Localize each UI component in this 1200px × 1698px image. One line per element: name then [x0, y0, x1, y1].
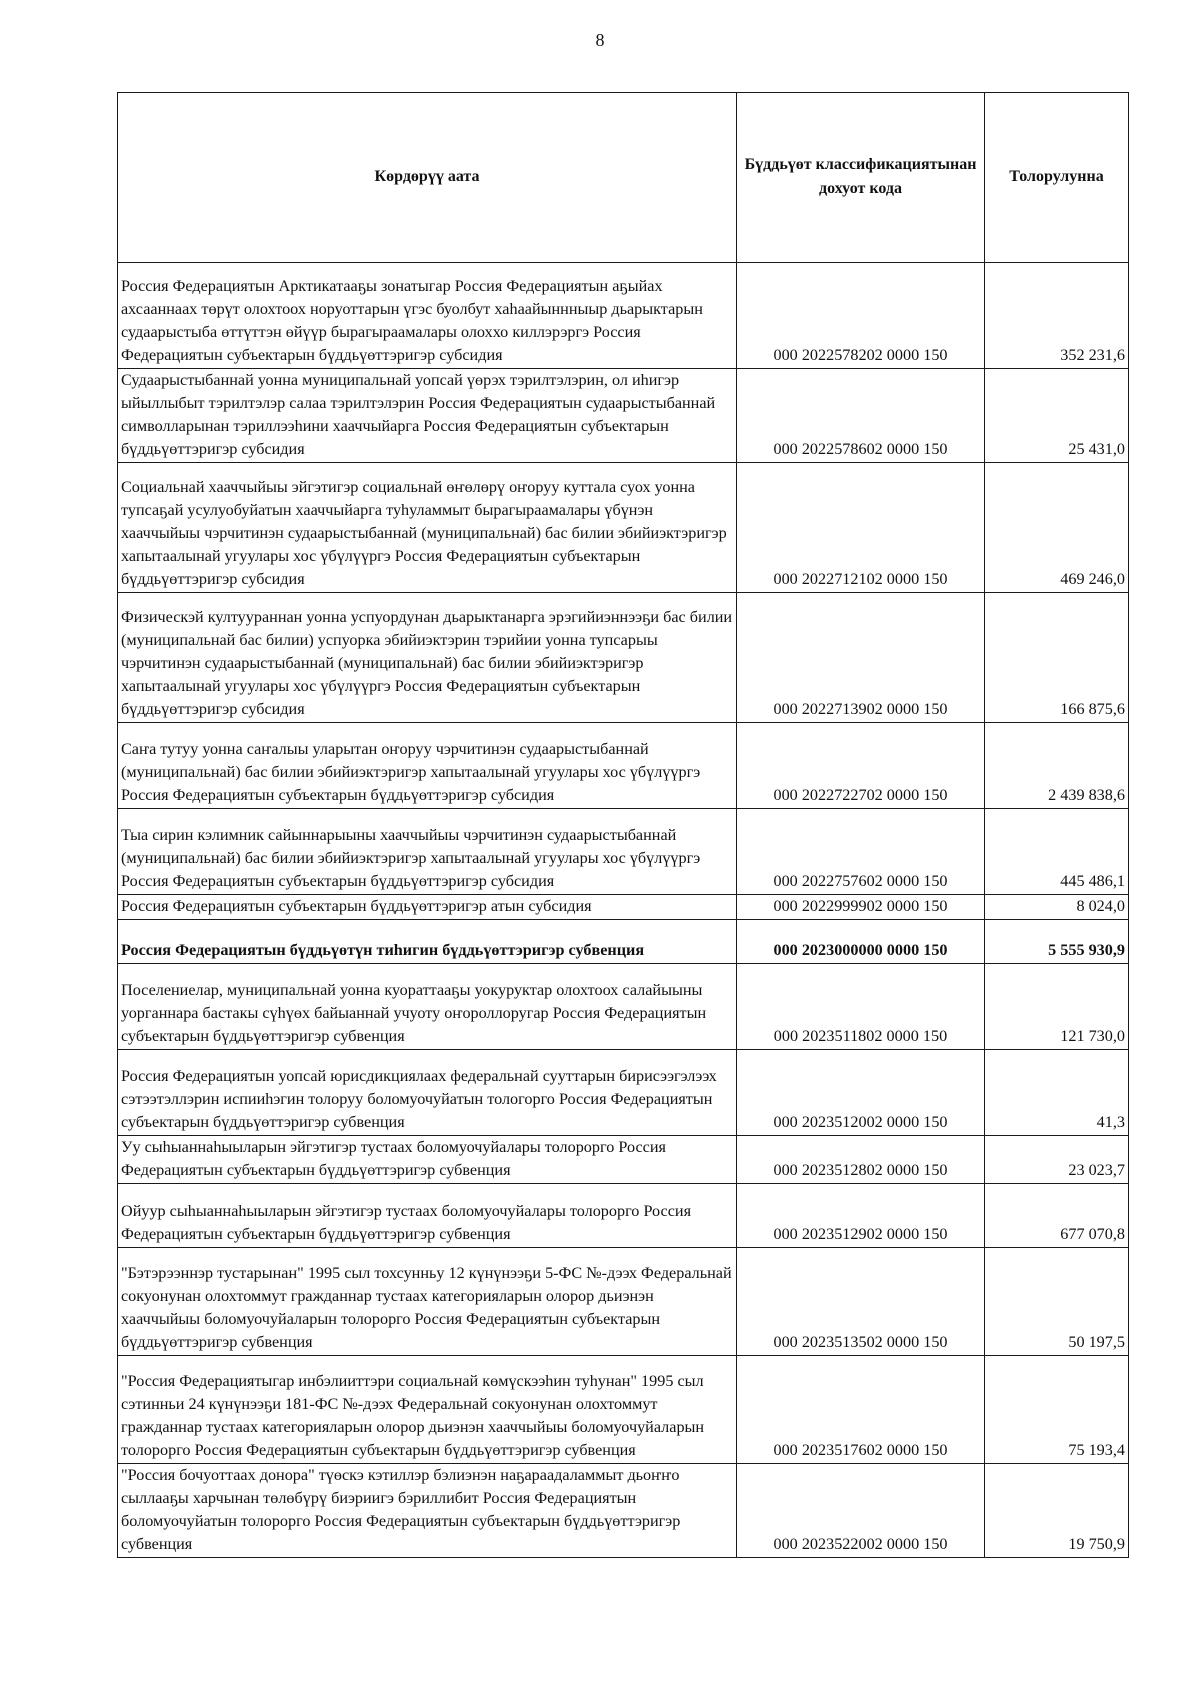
row-amount: 23 023,7: [985, 1136, 1129, 1184]
row-amount: 469 246,0: [985, 463, 1129, 593]
row-indicator-name: Россия Федерациятын бүддьүөтүн тиһигин бүддьүөттэригэр субвенция: [118, 920, 737, 964]
row-amount: 75 193,4: [985, 1356, 1129, 1464]
row-indicator-name: Физическэй култуураннан уонна успуордунан дьарыктанарга эрэгийиэннээҕи бас билии (муниципальнай бас билии) успуорка эбийиэктэрин тэрийии уонна тупсарыы чэрчитинэн судаарыстыбаннай (муниципальнай) бас билии эбийиэктэригэр хапытаалынай угуулары хос үбүлүүргэ Россия Федерациятын субъектарын бүддьүөттэригэр субсидия: [118, 593, 737, 723]
row-classification-code: 000 2022578602 0000 150: [737, 369, 985, 463]
budget-income-table: [117, 92, 1129, 1558]
row-classification-code: 000 2023511802 0000 150: [737, 964, 985, 1050]
header-amount: Толорулунна: [985, 93, 1129, 263]
table-row: [118, 809, 1129, 895]
row-classification-code: 000 2022712102 0000 150: [737, 463, 985, 593]
row-classification-code: 000 2023000000 0000 150: [737, 920, 985, 964]
table-header-row: [118, 93, 1129, 263]
row-indicator-name: Саҥа тутуу уонна саҥалыы уларытан оҥоруу чэрчитинэн судаарыстыбаннай (муниципальнай) бас билии эбийиэктэригэр хапытаалынай угуулары хос үбүлүүргэ Россия Федерациятын субъектарын бүддьүөттэригэр субсидия: [118, 723, 737, 809]
table-row: [118, 920, 1129, 964]
table-body: [118, 263, 1129, 1558]
row-indicator-name: Поселениелар, муниципальнай уонна куораттааҕы уокуруктар олохтоох салайыыны уорганнара бастакы сүһүөх байыаннай учуоту оҥороллоругар Россия Федерациятын субъектарын бүддьүөттэригэр субвенция: [118, 964, 737, 1050]
header-indicator-name: Көрдөрүү аата: [118, 93, 737, 263]
row-amount: 677 070,8: [985, 1184, 1129, 1248]
table-row: [118, 463, 1129, 593]
row-indicator-name: Россия Федерациятын Арктикатааҕы зонатыгар Россия Федерациятын аҕыйах ахсааннаах төрүт олохтоох норуоттарын үгэс буолбут хаһаайыннныыр дьарыктарын судаарыстыба өттүттэн өйүүр бырагыраамалары олоххо киллэрэргэ Россия Федерациятын субъектарын бүддьүөттэригэр субсидия: [118, 263, 737, 369]
row-classification-code: 000 2023513502 0000 150: [737, 1248, 985, 1356]
row-amount: 8 024,0: [985, 895, 1129, 920]
row-classification-code: 000 2023517602 0000 150: [737, 1356, 985, 1464]
table-row: [118, 1356, 1129, 1464]
row-indicator-name: Социальнай хааччыйыы эйгэтигэр социальнай өҥөлөрү оҥоруу куттала суох уонна тупсаҕай усулуобуйатын хааччыйарга туһуламмыт бырагыраамалары үбүнэн хааччыйыы чэрчитинэн судаарыстыбаннай (муниципальнай) бас билии эбийиэктэригэр хапытаалынай угуулары хос үбүлүүргэ Россия Федерациятын субъектарын бүддьүөттэригэр субсидия: [118, 463, 737, 593]
row-indicator-name: "Россия Федерациятыгар инбэлииттэри социальнай көмүскээһин туһунан" 1995 сыл сэтинньи 24 күнүнээҕи 181-ФС №-дээх Федеральнай сокуонунан олохтоммут гражданнар тустаах категорияларын олорор дьиэнэн хааччыйыы боломуочуйаларын толорорго Россия Федерациятын субъектарын бүддьүөттэригэр субвенция: [118, 1356, 737, 1464]
row-amount: 352 231,6: [985, 263, 1129, 369]
row-amount: 50 197,5: [985, 1248, 1129, 1356]
row-indicator-name: Судаарыстыбаннай уонна муниципальнай уопсай үөрэх тэрилтэлэрин, ол иһигэр ыйыллыбыт тэрилтэлэр салаа тэрилтэлэрин Россия Федерациятын судаарыстыбаннай символларынан тэриллээһини хааччыйарга Россия Федерациятын субъектарын бүддьүөттэригэр субсидия: [118, 369, 737, 463]
row-amount: 5 555 930,9: [985, 920, 1129, 964]
table-row: [118, 369, 1129, 463]
row-amount: 41,3: [985, 1050, 1129, 1136]
page-number: 8: [595, 30, 605, 50]
row-classification-code: 000 2022578202 0000 150: [737, 263, 985, 369]
row-indicator-name: Уу сыһыаннаһыыларын эйгэтигэр тустаах боломуочуйалары толорорго Россия Федерациятын субъектарын бүддьүөттэригэр субвенция: [118, 1136, 737, 1184]
row-classification-code: 000 2022757602 0000 150: [737, 809, 985, 895]
row-amount: 2 439 838,6: [985, 723, 1129, 809]
table-row: [118, 1050, 1129, 1136]
header-classification-code: Бүддьүөт классификациятынан дохуот кода: [737, 93, 985, 263]
row-indicator-name: "Бэтэрээннэр тустарынан" 1995 сыл тохсунньу 12 күнүнээҕи 5-ФС №-дээх Федеральнай сокуонунан олохтоммут гражданнар тустаах категорияларын олорор дьиэнэн хааччыйыы боломуочуйаларын толорорго Россия Федерациятын субъектарын бүддьүөттэригэр субвенция: [118, 1248, 737, 1356]
row-indicator-name: "Россия бочуоттаах донора" түөскэ кэтиллэр бэлиэнэн наҕараадаламмыт дьоҥҥо сыллааҕы харчынан төлөбүрү биэриигэ бэриллибит Россия Федерациятын боломуочуйатын толорорго Россия Федерациятын субъектарын бүддьүөттэригэр субвенция: [118, 1464, 737, 1558]
row-classification-code: 000 2022999902 0000 150: [737, 895, 985, 920]
row-amount: 121 730,0: [985, 964, 1129, 1050]
row-amount: 19 750,9: [985, 1464, 1129, 1558]
row-indicator-name: Ойуур сыһыаннаһыыларын эйгэтигэр тустаах боломуочуйалары толорорго Россия Федерациятын субъектарын бүддьүөттэригэр субвенция: [118, 1184, 737, 1248]
row-indicator-name: Россия Федерациятын уопсай юрисдикциялаах федеральнай сууттарын бирисээгэлээх сэтээтэллэрин испииһэгин толоруу боломуочуйатын тологорго Россия Федерациятын субъектарын бүддьүөттэригэр субвенция: [118, 1050, 737, 1136]
table-row: [118, 263, 1129, 369]
table-row: [118, 593, 1129, 723]
table-row: [118, 1136, 1129, 1184]
table-row: [118, 1464, 1129, 1558]
row-classification-code: 000 2022722702 0000 150: [737, 723, 985, 809]
table-row: [118, 1248, 1129, 1356]
row-indicator-name: Россия Федерациятын субъектарын бүддьүөттэригэр атын субсидия: [118, 895, 737, 920]
row-classification-code: 000 2023522002 0000 150: [737, 1464, 985, 1558]
row-amount: 25 431,0: [985, 369, 1129, 463]
row-amount: 166 875,6: [985, 593, 1129, 723]
row-classification-code: 000 2023512002 0000 150: [737, 1050, 985, 1136]
row-classification-code: 000 2023512902 0000 150: [737, 1184, 985, 1248]
row-classification-code: 000 2023512802 0000 150: [737, 1136, 985, 1184]
table-row: [118, 964, 1129, 1050]
table-row: [118, 723, 1129, 809]
row-indicator-name: Тыа сирин кэлимник сайыннарыыны хааччыйыы чэрчитинэн судаарыстыбаннай (муниципальнай) бас билии эбийиэктэригэр хапытаалынай угуулары хос үбүлүүргэ Россия Федерациятын субъектарын бүддьүөттэригэр субсидия: [118, 809, 737, 895]
row-amount: 445 486,1: [985, 809, 1129, 895]
table-row: [118, 895, 1129, 920]
row-classification-code: 000 2022713902 0000 150: [737, 593, 985, 723]
table-row: [118, 1184, 1129, 1248]
